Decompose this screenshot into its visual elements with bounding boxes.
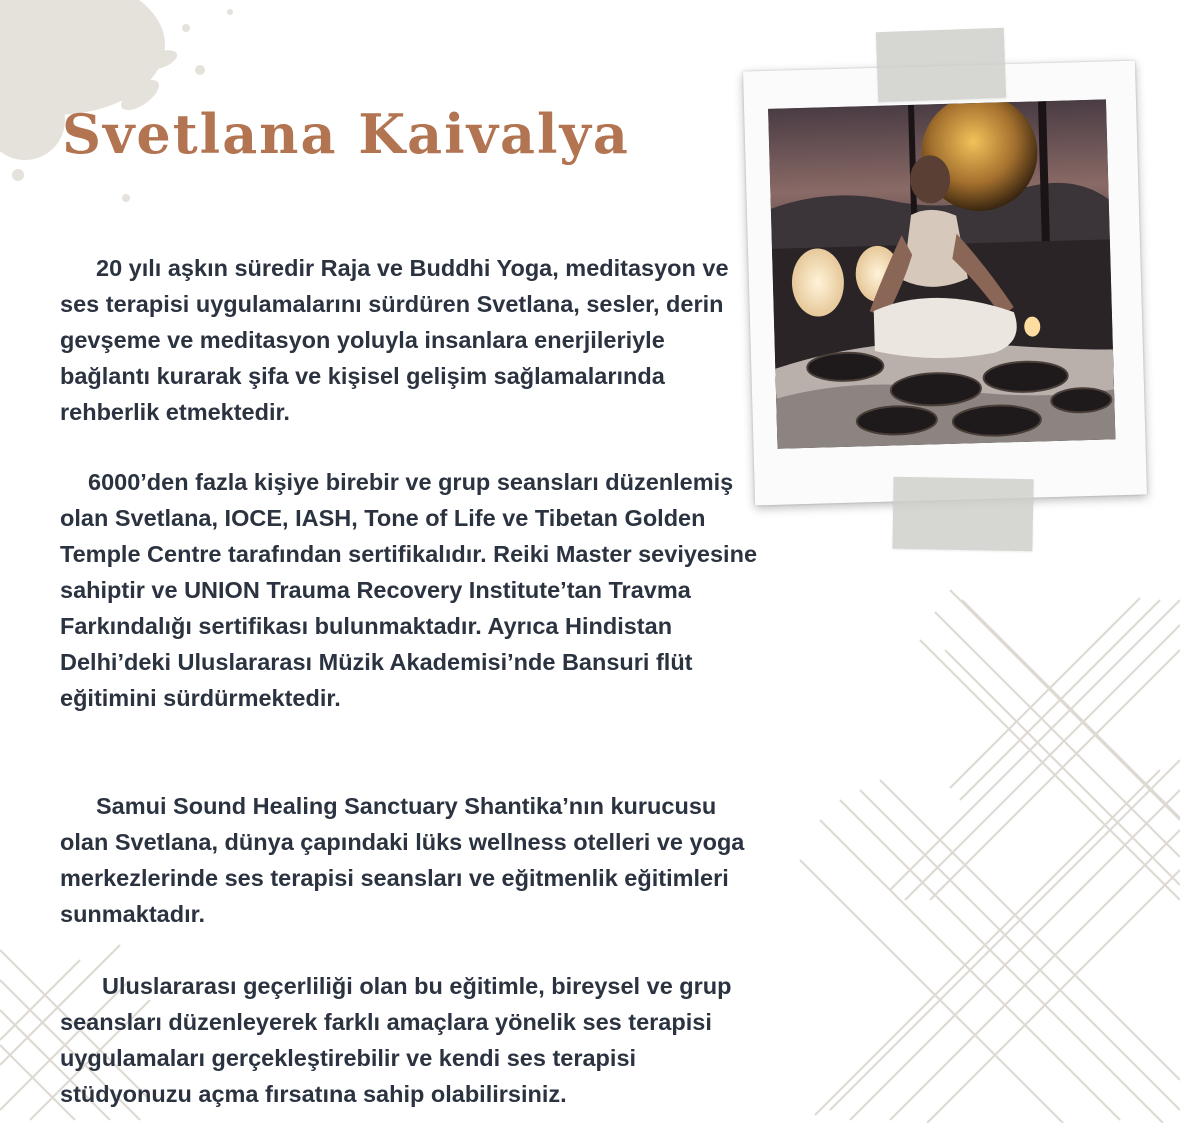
bio-paragraph-3: Samui Sound Healing Sanctuary Shantika’nın kurucusu olan Svetlana, dünya çapındaki lüks wellness otelleri ve yoga merkezlerinde ses terapisi seansları ve eğitmenlik eğitimleri sunmaktadır. — [60, 793, 745, 927]
paint-splash — [0, 0, 233, 202]
bio-paragraph-2: 6000’den fazla kişiye birebir ve grup seansları düzenlemiş olan Svetlana, IOCE, IASH, Tone of Life ve Tibetan Golden Temple Centre tarafından sertifikalıdır. Reiki Master seviyesine sahiptir ve UNION Trauma Recovery Institute’tan Travma Farkındalığı sertifikası bulunmaktadır. Ayrıca Hindistan Delhi’deki Uluslararası Müzik Akademisi’nde Bansuri flüt eğitimini sürdürmektedir. — [60, 469, 758, 711]
polaroid-frame — [743, 61, 1147, 506]
masking-tape-icon — [876, 28, 1006, 102]
portrait-photo — [768, 99, 1115, 448]
page-title: Svetlana Kaivalya — [62, 102, 630, 166]
woman-playing-singing-bowls-photo — [768, 99, 1115, 448]
bio-paragraph-4: Uluslararası geçerliliği olan bu eğitimle, bireysel ve grup seansları düzenleyerek farklı amaçlara yönelik ses terapisi uygulamaları gerçekleştirebilir ve kendi ses terapisi stüdyonuzu açma fırsatına sahip olabilirsiniz. — [60, 973, 732, 1107]
bio-paragraph-1: 20 yılı aşkın süredir Raja ve Buddhi Yoga, meditasyon ve ses terapisi uygulamalarını sürdüren Svetlana, sesler, derin gevşeme ve meditasyon yoluyla insanlara enerjileriyle bağlantı kurarak şifa ve kişisel gelişim sağlamalarında rehberlik etmektedir. — [60, 255, 729, 425]
crosshatch-upper-right — [890, 590, 1180, 900]
masking-tape-icon — [892, 477, 1033, 551]
